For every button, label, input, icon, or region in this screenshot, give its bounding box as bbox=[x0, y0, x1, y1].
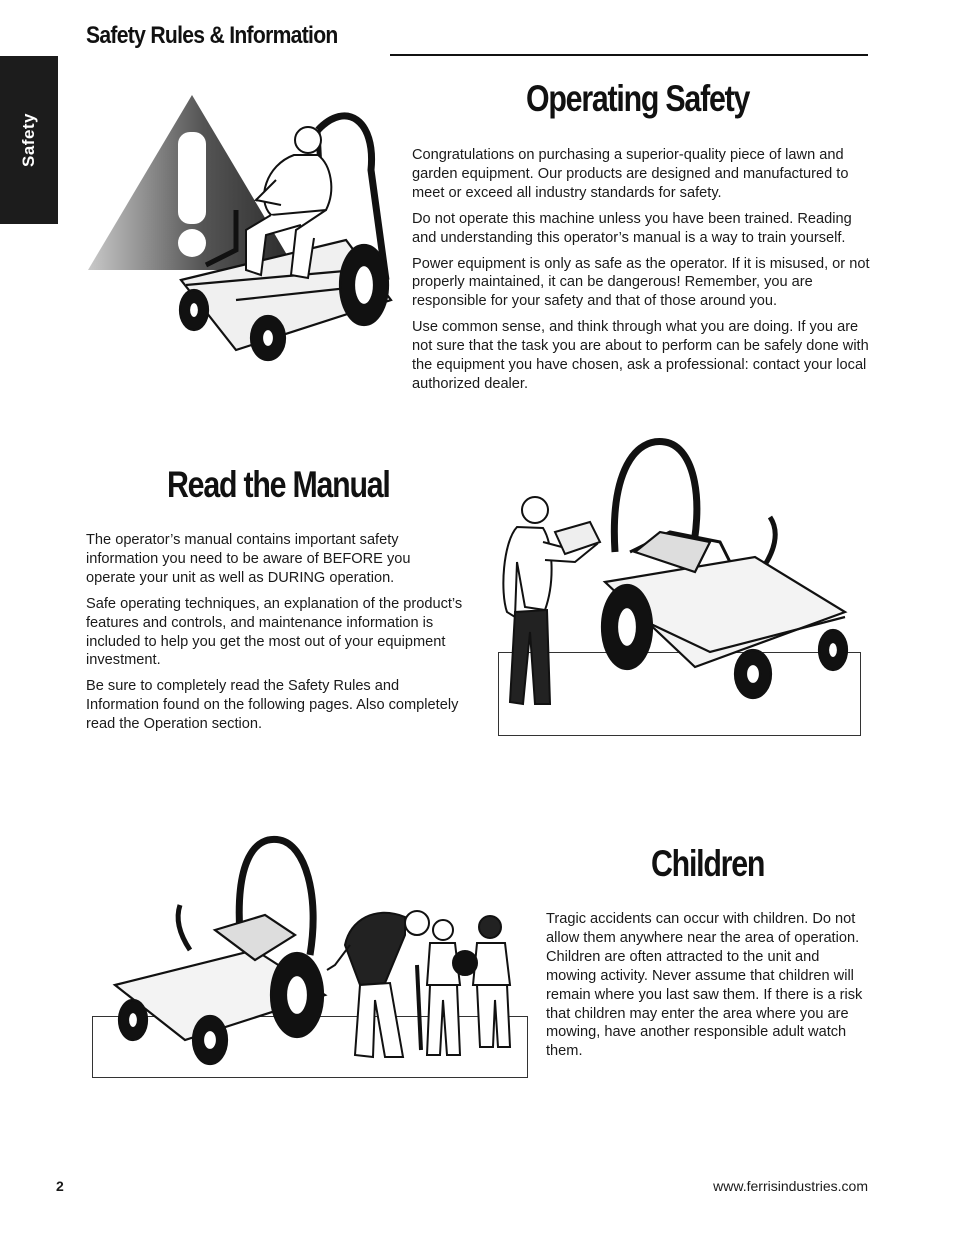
page-header-title: Safety Rules & Information bbox=[86, 22, 338, 49]
exclamation-bar bbox=[178, 132, 206, 224]
read-manual-paragraph: Be sure to completely read the Safety Rules and Information found on the following pages. Also completely read the Operation section. bbox=[86, 678, 459, 733]
read-manual-heading: Read the Manual bbox=[167, 464, 390, 505]
operating-safety-paragraph: Use common sense, and think through what you are doing. If you are not sure that the task you are about to perform can be safely done with the equipment you have chosen, ask a professional: contact your local authorized dealer. bbox=[412, 319, 869, 392]
read-manual-paragraph: The operator’s manual contains important safety information you need to be aware of BEFORE you operate your unit as well as DURING operation. bbox=[86, 532, 411, 586]
operating-safety-heading: Operating Safety bbox=[526, 78, 750, 119]
read-manual-paragraph: Safe operating techniques, an explanation of the product’s features and controls, and maintenance information is included to help you get the most out of your equipment investment. bbox=[86, 595, 463, 669]
manual-booklet bbox=[555, 522, 600, 554]
children-text bbox=[546, 910, 868, 1068]
person-reading-manual-illustration bbox=[495, 432, 865, 722]
read-manual-text bbox=[86, 531, 464, 741]
operating-safety-paragraph: Congratulations on purchasing a superior-quality piece of lawn and garden equipment. Our products are designed and manufactured to meet or exceed all industry standards for safety. bbox=[412, 147, 849, 201]
baseball-bat bbox=[417, 965, 421, 1050]
operating-safety-text bbox=[412, 146, 872, 401]
children-paragraph: Tragic accidents can occur with children. Do not allow them anywhere near the area of operation. Children are often attracted to the unit and mowing activity. Never assume that children will remain where you last saw them. If there is a risk that children may enter the area where you are mowing, have another responsible adult watch them. bbox=[546, 911, 863, 1060]
adult-figure bbox=[327, 911, 429, 1057]
exclamation-dot bbox=[178, 229, 206, 257]
girl-figure bbox=[453, 916, 510, 1047]
child-figure bbox=[417, 920, 460, 1055]
person-reading-figure bbox=[503, 497, 600, 704]
footer-url: www.ferrisindustries.com bbox=[713, 1178, 868, 1194]
page-number: 2 bbox=[56, 1178, 64, 1194]
warning-operator-illustration bbox=[86, 90, 396, 365]
ball bbox=[453, 951, 477, 975]
section-side-tab bbox=[0, 56, 58, 224]
riding-mower-drawing bbox=[602, 442, 847, 698]
side-tab-label: Safety bbox=[19, 112, 38, 168]
operating-safety-paragraph: Do not operate this machine unless you have been trained. Reading and understanding this operator’s manual is a way to train yourself. bbox=[412, 210, 852, 246]
header-rule bbox=[390, 54, 868, 56]
riding-mower-drawing bbox=[115, 839, 325, 1064]
children-heading: Children bbox=[651, 843, 765, 884]
children-mower-illustration bbox=[105, 835, 530, 1070]
operating-safety-paragraph: Power equipment is only as safe as the operator. If it is misused, or not properly maintained, it can be dangerous! Remember, you are responsible for your safety and that of those around you. bbox=[412, 255, 870, 310]
